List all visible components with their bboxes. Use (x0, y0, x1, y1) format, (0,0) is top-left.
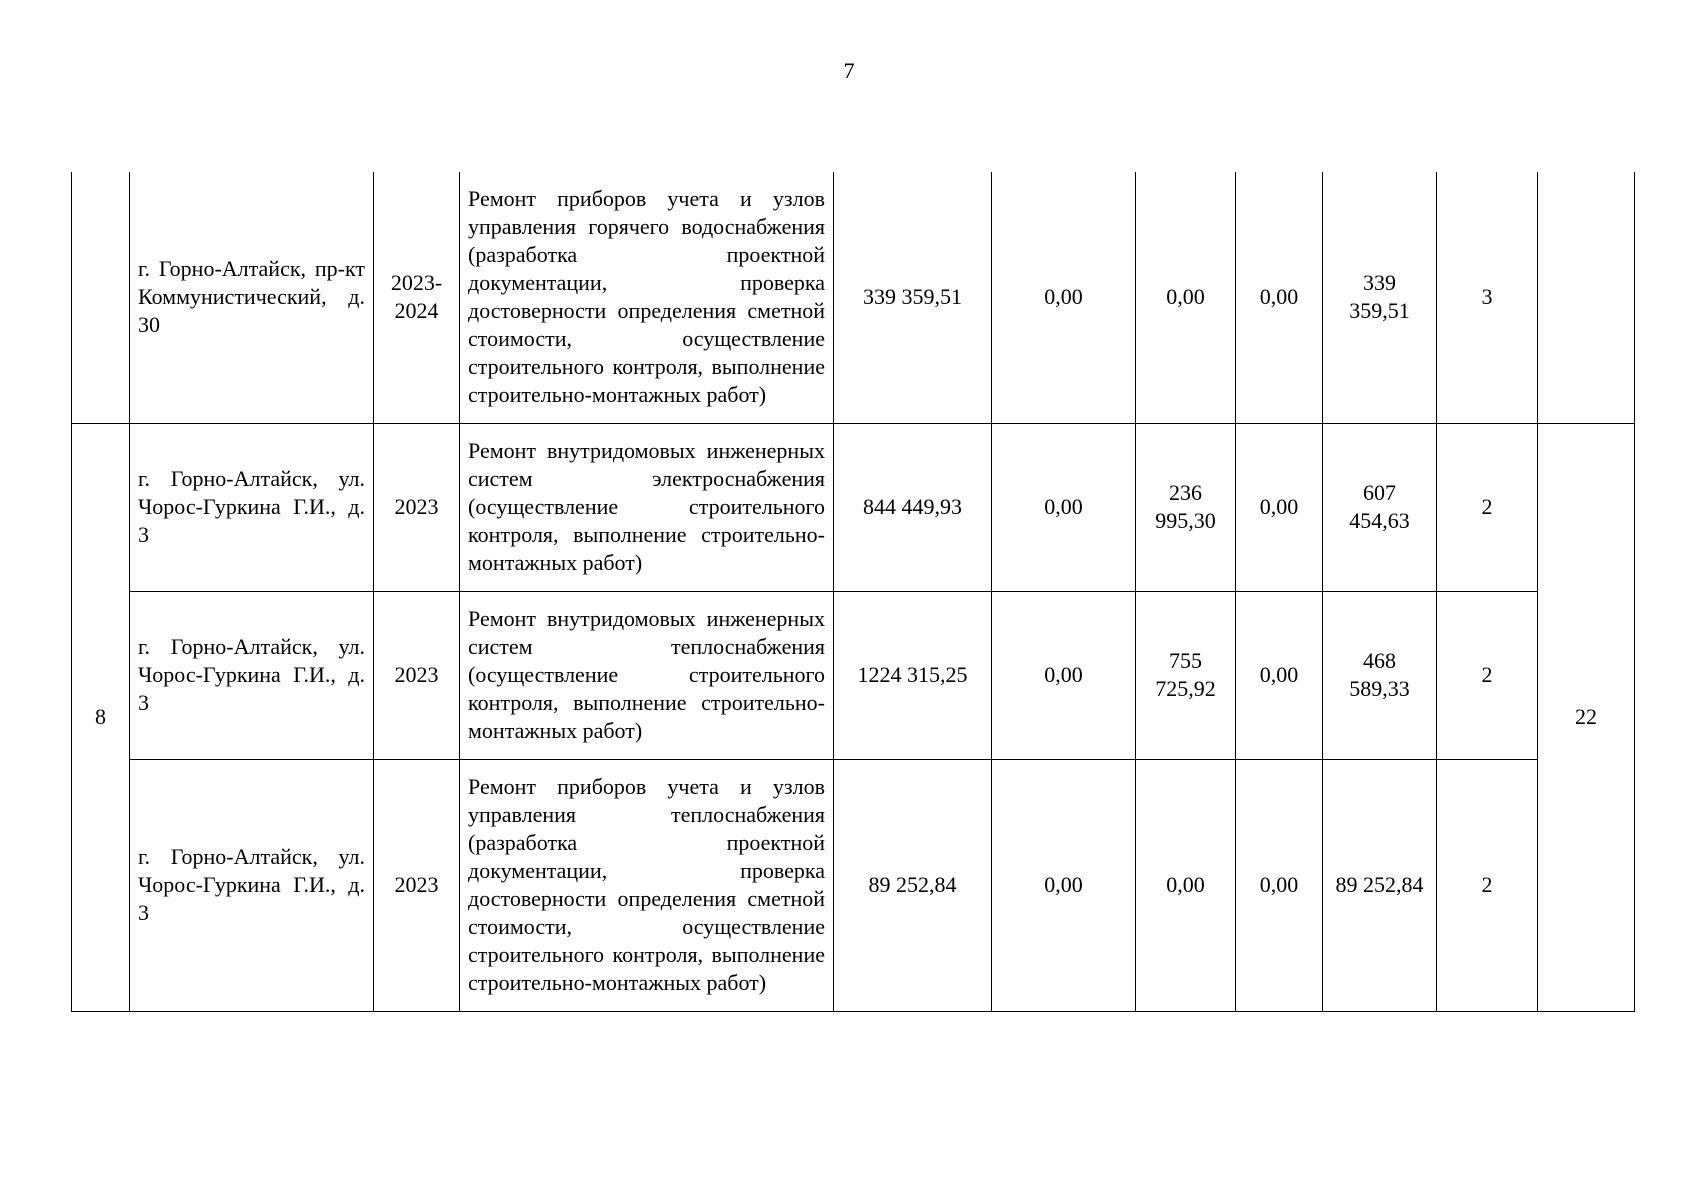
amount-cell: 0,00 (992, 172, 1136, 423)
number-cell (72, 172, 130, 423)
total-cost-cell: 1224 315,25 (834, 591, 992, 759)
amount-cell: 0,00 (1236, 759, 1323, 1011)
amount-cell: 0,00 (992, 423, 1136, 591)
amount-cell: 0,00 (1136, 172, 1236, 423)
amount-cell: 339 359,51 (1323, 172, 1437, 423)
description-cell: Ремонт внутридомовых инженерных систем теплоснабжения (осуществление строительного контроля, выполнение строительно-монтажных работ) (460, 591, 834, 759)
amount-cell: 0,00 (1236, 591, 1323, 759)
address-cell: г. Горно-Алтайск, ул. Чорос-Гуркина Г.И., д. 3 (130, 591, 374, 759)
period-cell: 2023-2024 (374, 172, 460, 423)
total-cost-cell: 89 252,84 (834, 759, 992, 1011)
period-cell: 2023 (374, 759, 460, 1011)
amount-cell: 0,00 (992, 591, 1136, 759)
code-cell: 2 (1437, 759, 1538, 1011)
total-cost-cell: 844 449,93 (834, 423, 992, 591)
description-cell: Ремонт внутридомовых инженерных систем электроснабжения (осуществление строительного контроля, выполнение строительно-монтажных работ) (460, 423, 834, 591)
total-cost-cell: 339 359,51 (834, 172, 992, 423)
total-cell (1538, 172, 1635, 423)
period-cell: 2023 (374, 423, 460, 591)
code-cell: 3 (1437, 172, 1538, 423)
description-cell: Ремонт приборов учета и узлов управления горячего водоснабжения (разработка проектной документации, проверка достоверности определения сметной стоимости, осуществление строительного контроля, выполнение строительно-монтажных работ) (460, 172, 834, 423)
amount-cell: 0,00 (1236, 172, 1323, 423)
amount-cell: 236 995,30 (1136, 423, 1236, 591)
amount-cell: 0,00 (992, 759, 1136, 1011)
address-cell: г. Горно-Алтайск, ул. Чорос-Гуркина Г.И., д. 3 (130, 759, 374, 1011)
code-cell: 2 (1437, 423, 1538, 591)
amount-cell: 755 725,92 (1136, 591, 1236, 759)
page-number: 7 (843, 58, 855, 83)
description-cell: Ремонт приборов учета и узлов управления теплоснабжения (разработка проектной документации, проверка достоверности определения сметной стоимости, осуществление строительного контроля, выполнение строительно-монтажных работ) (460, 759, 834, 1011)
table-row (72, 591, 1635, 759)
amount-cell: 607 454,63 (1323, 423, 1437, 591)
address-cell: г. Горно-Алтайск, ул. Чорос-Гуркина Г.И., д. 3 (130, 423, 374, 591)
group-total-cell: 22 (1538, 423, 1635, 1011)
amount-cell: 89 252,84 (1323, 759, 1437, 1011)
amount-cell: 0,00 (1236, 423, 1323, 591)
group-number-cell: 8 (72, 423, 130, 1011)
period-cell: 2023 (374, 591, 460, 759)
table-row (72, 172, 1635, 423)
address-cell: г. Горно-Алтайск, пр-кт Коммунистический, д. 30 (130, 172, 374, 423)
code-cell: 2 (1437, 591, 1538, 759)
amount-cell: 468 589,33 (1323, 591, 1437, 759)
table-row (72, 759, 1635, 1011)
table-row (72, 423, 1635, 591)
capital-repair-table (71, 172, 1635, 1012)
amount-cell: 0,00 (1136, 759, 1236, 1011)
